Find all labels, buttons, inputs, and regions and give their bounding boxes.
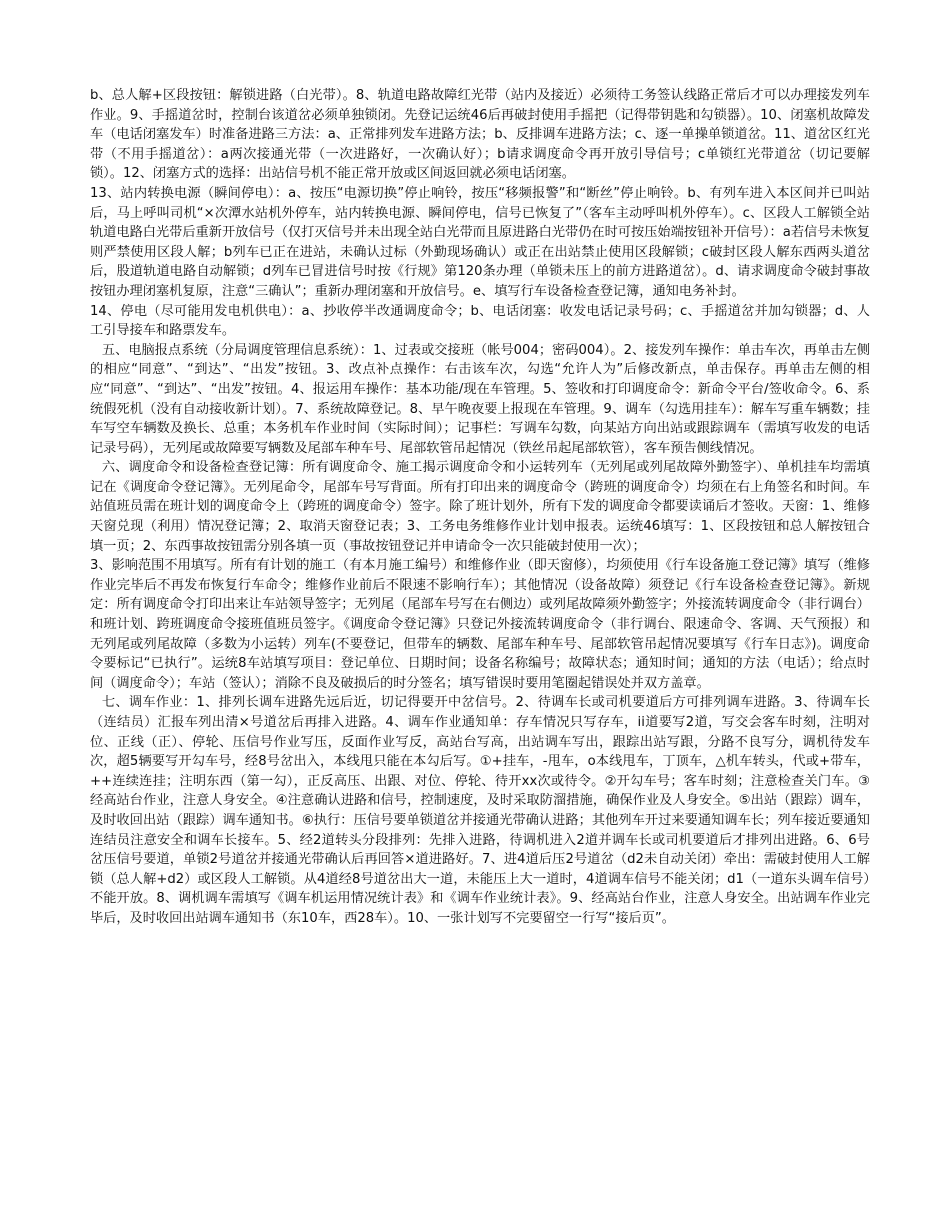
paragraph-section-6-continued: 3、影响范围不用填写。所有有计划的施工（有本月施工编号）和维修作业（即天窗修），均须使用《行车设备施工登记簿》填写（维修作业完毕后不再发布恢复行车命令；维修作业前后不限速不影响行车）；其他情况（设备故障）须登记《行车设备检查登记簿》。新规定：所有调度命令打印出来让车站领导签字；无列尾（尾部车号写在右侧边）或列尾故障须外勤签字；外接流转调度命令（非行调台）和班计划、跨班调度命令接班值班员签字。《调度命令登记簿》只登记外接流转调度命令（非行调台、限速命令、客调、天气预报）和无列尾或列尾故障（多数为小运转）列车(不要登记，但带车的辆数、尾部车种车号、尾部软管吊起情况要填写《行车日志》)。调度命令要标记“已执行”。运统8车站填写项目：登记单位、日期时间；设备名称编号；故障状态；通知时间；通知的方法（电话）；给点时间（调度命令）；车站（签认）；消除不良及破损后的时分签名；填写错误时要用笔圈起错误处并双方盖章。 [90, 558, 870, 691]
paragraph-power-switch: 13、站内转换电源（瞬间停电）：a、按压“电源切换”停止响铃，按压“移频报警”和“断丝”停止响铃。b、有列车进入本区间并已叫站后，马上呼叫司机“×次潭水站机外停车，站内转换电源、瞬间停电，信号已恢复了”（客车主动呼叫机外停车）。c、区段人工解锁全站轨道电路白光带后重新开放信号（仅打灭信号并未出现全站白光带而且原进路白光带仍在时可按压始端按钮补开信号）：a若信号未恢复则严禁使用区段人解；b列车已正在进站，未确认过标（外勤现场确认）或正在出站禁止使用区段解锁；c破封区段人解东西两头道岔后，股道轨道电路自动解锁；d列车已冒进信号时按《行规》第120条办理（单锁未压上的前方进路道岔）。d、请求调度命令破封事故按钮办理闭塞机复原，注意“三确认”；重新办理闭塞和开放信号。e、填写行车设备检查登记簿，通知电务补封。 [90, 185, 870, 299]
paragraph-power-outage: 14、停电（尽可能用发电机供电）：a、抄收停半改通调度命令；b、电话闭塞：收发电话记录号码；c、手摇道岔并加勾锁器；d、人工引导接车和路票发车。 [90, 303, 870, 339]
paragraph-section-7-shunting: 七、调车作业：1、排列长调车进路先远后近，切记得要开中岔信号。2、待调车长或司机要道后方可排列调车进路。3、待调车长（连结员）汇报车列出清×号道岔后再排入进路。4、调车作业通知单：存车情况只写存车，ii道要写2道，写交会客车时刻，注明对位、正线（正）、停轮、压信号作业写压，反面作业写反，高站台写高，出站调车写出，跟踪出站写跟，分路不良写分，调机待发车次，超5辆要写开勾车号，经8号岔出入，本线甩只能在本勾后写。①+挂车，-甩车，o本线甩车，丁顶车，△机车转头，代或+带车，++连续连挂；注明东西（第一勾），正反高压、出跟、对位、停轮、待开xx次或待令。②开勾车号；客车时刻；注意检查关门车。③经高站台作业，注意人身安全。④注意确认进路和信号，控制速度，及时采取防溜措施，确保作业及人身安全。⑤出站（跟踪）调车，及时收回出站（跟踪）调车通知书。⑥执行：压信号要单锁道岔并接通光带确认进路；其他列车开过来要通知调车长；列车接近要通知连结员注意安全和调车长接车。5、经2道转头分段排列：先排入进路，待调机进入2道并调车长或司机要道后才排列出进路。6、6号岔压信号要道，单锁2号道岔并接通光带确认后再回答×道进路好。7、进4道后压2号道岔（d2未自动关闭）牵出：需破封使用人工解锁（总人解+d2）或区段人工解锁。从4道经8号道岔出大一道，未能压上大一道时，4道调车信号不能关闭；d1（一道东头调车信号）不能开放。8、调机调车需填写《调车机运用情况统计表》和《调车作业统计表》。9、经高站台作业，注意人身安全。出站调车作业完毕后，及时收回出站调车通知书（东10车，西28车）。10、一张计划写不完要留空一行写“接后页”。 [90, 695, 870, 926]
document-page [90, 86, 870, 929]
paragraph-section-6-dispatch-orders: 六、调度命令和设备检查登记簿：所有调度命令、施工揭示调度命令和小运转列车（无列尾或列尾故障外勤签字）、单机挂车均需填记在《调度命令登记簿》。无列尾命令，尾部车号写背面。所有打印出来的调度命令（跨班的调度命令）均须在右上角签名和时间。车站值班员需在班计划的调度命令上（跨班的调度命令）签字。除了班计划外，所有下发的调度命令都要读诵后才签收。天窗：1、维修天窗兑现（利用）情况登记簿；2、取消天窗登记表；3、工务电务维修作业计划申报表。运统46填写：1、区段按钮和总人解按钮合填一页；2、东西事故按钮需分别各填一页（事故按钮登记并申请命令一次只能破封使用一次）； [90, 460, 870, 554]
paragraph-section-5-reporting-system: 五、电脑报点系统（分局调度管理信息系统）：1、过表或交接班（帐号004；密码004）。2、接发列车操作：单击车次，再单击左侧的相应“同意”、“到达”、“出发”按钮。3、改点补点操作：右击该车次，勾选“允许人为”后修改新点，单击保存。再单击左侧的相应“同意”、“到达”、“出发”按钮。4、报运用车操作：基本功能/现在车管理。5、签收和打印调度命令：新命令平台/签收命令。6、系统假死机（没有自动接收新计划）。7、系统故障登记。8、早午晚夜要上报现在车管理。9、调车（勾选用挂车）：解车写重车辆数；挂车写空车辆数及换长、总重；本务机车作业时间（实际时间）；记事栏：写调车勾数，向某站方向出站或跟踪调车（需填写收发的电话记录号码），无列尾或故障要写辆数及尾部车种车号、尾部软管吊起情况（铁丝吊起尾部软管），客车预告侧线情况。 [90, 342, 870, 456]
paragraph-interlock-faults: b、总人解+区段按钮：解锁进路（白光带）。8、轨道电路故障红光带（站内及接近）必须待工务签认线路正常后才可以办理接发列车作业。9、手摇道岔时，控制台该道岔必须单独锁闭。先登记运统46后再破封使用手摇把（记得带钥匙和勾锁器）。10、闭塞机故障发车（电话闭塞发车）时准备进路三方法：a、正常排列发车进路方法；b、反排调车进路方法；c、逐一单操单锁道岔。11、道岔区红光带（不用手摇道岔）：a两次接通光带（一次进路好，一次确认好）；b请求调度命令再开放引导信号；c单锁红光带道岔（切记要解锁）。12、闭塞方式的选择：出站信号机不能正常开放或区间返回就必须电话闭塞。 [90, 88, 870, 182]
